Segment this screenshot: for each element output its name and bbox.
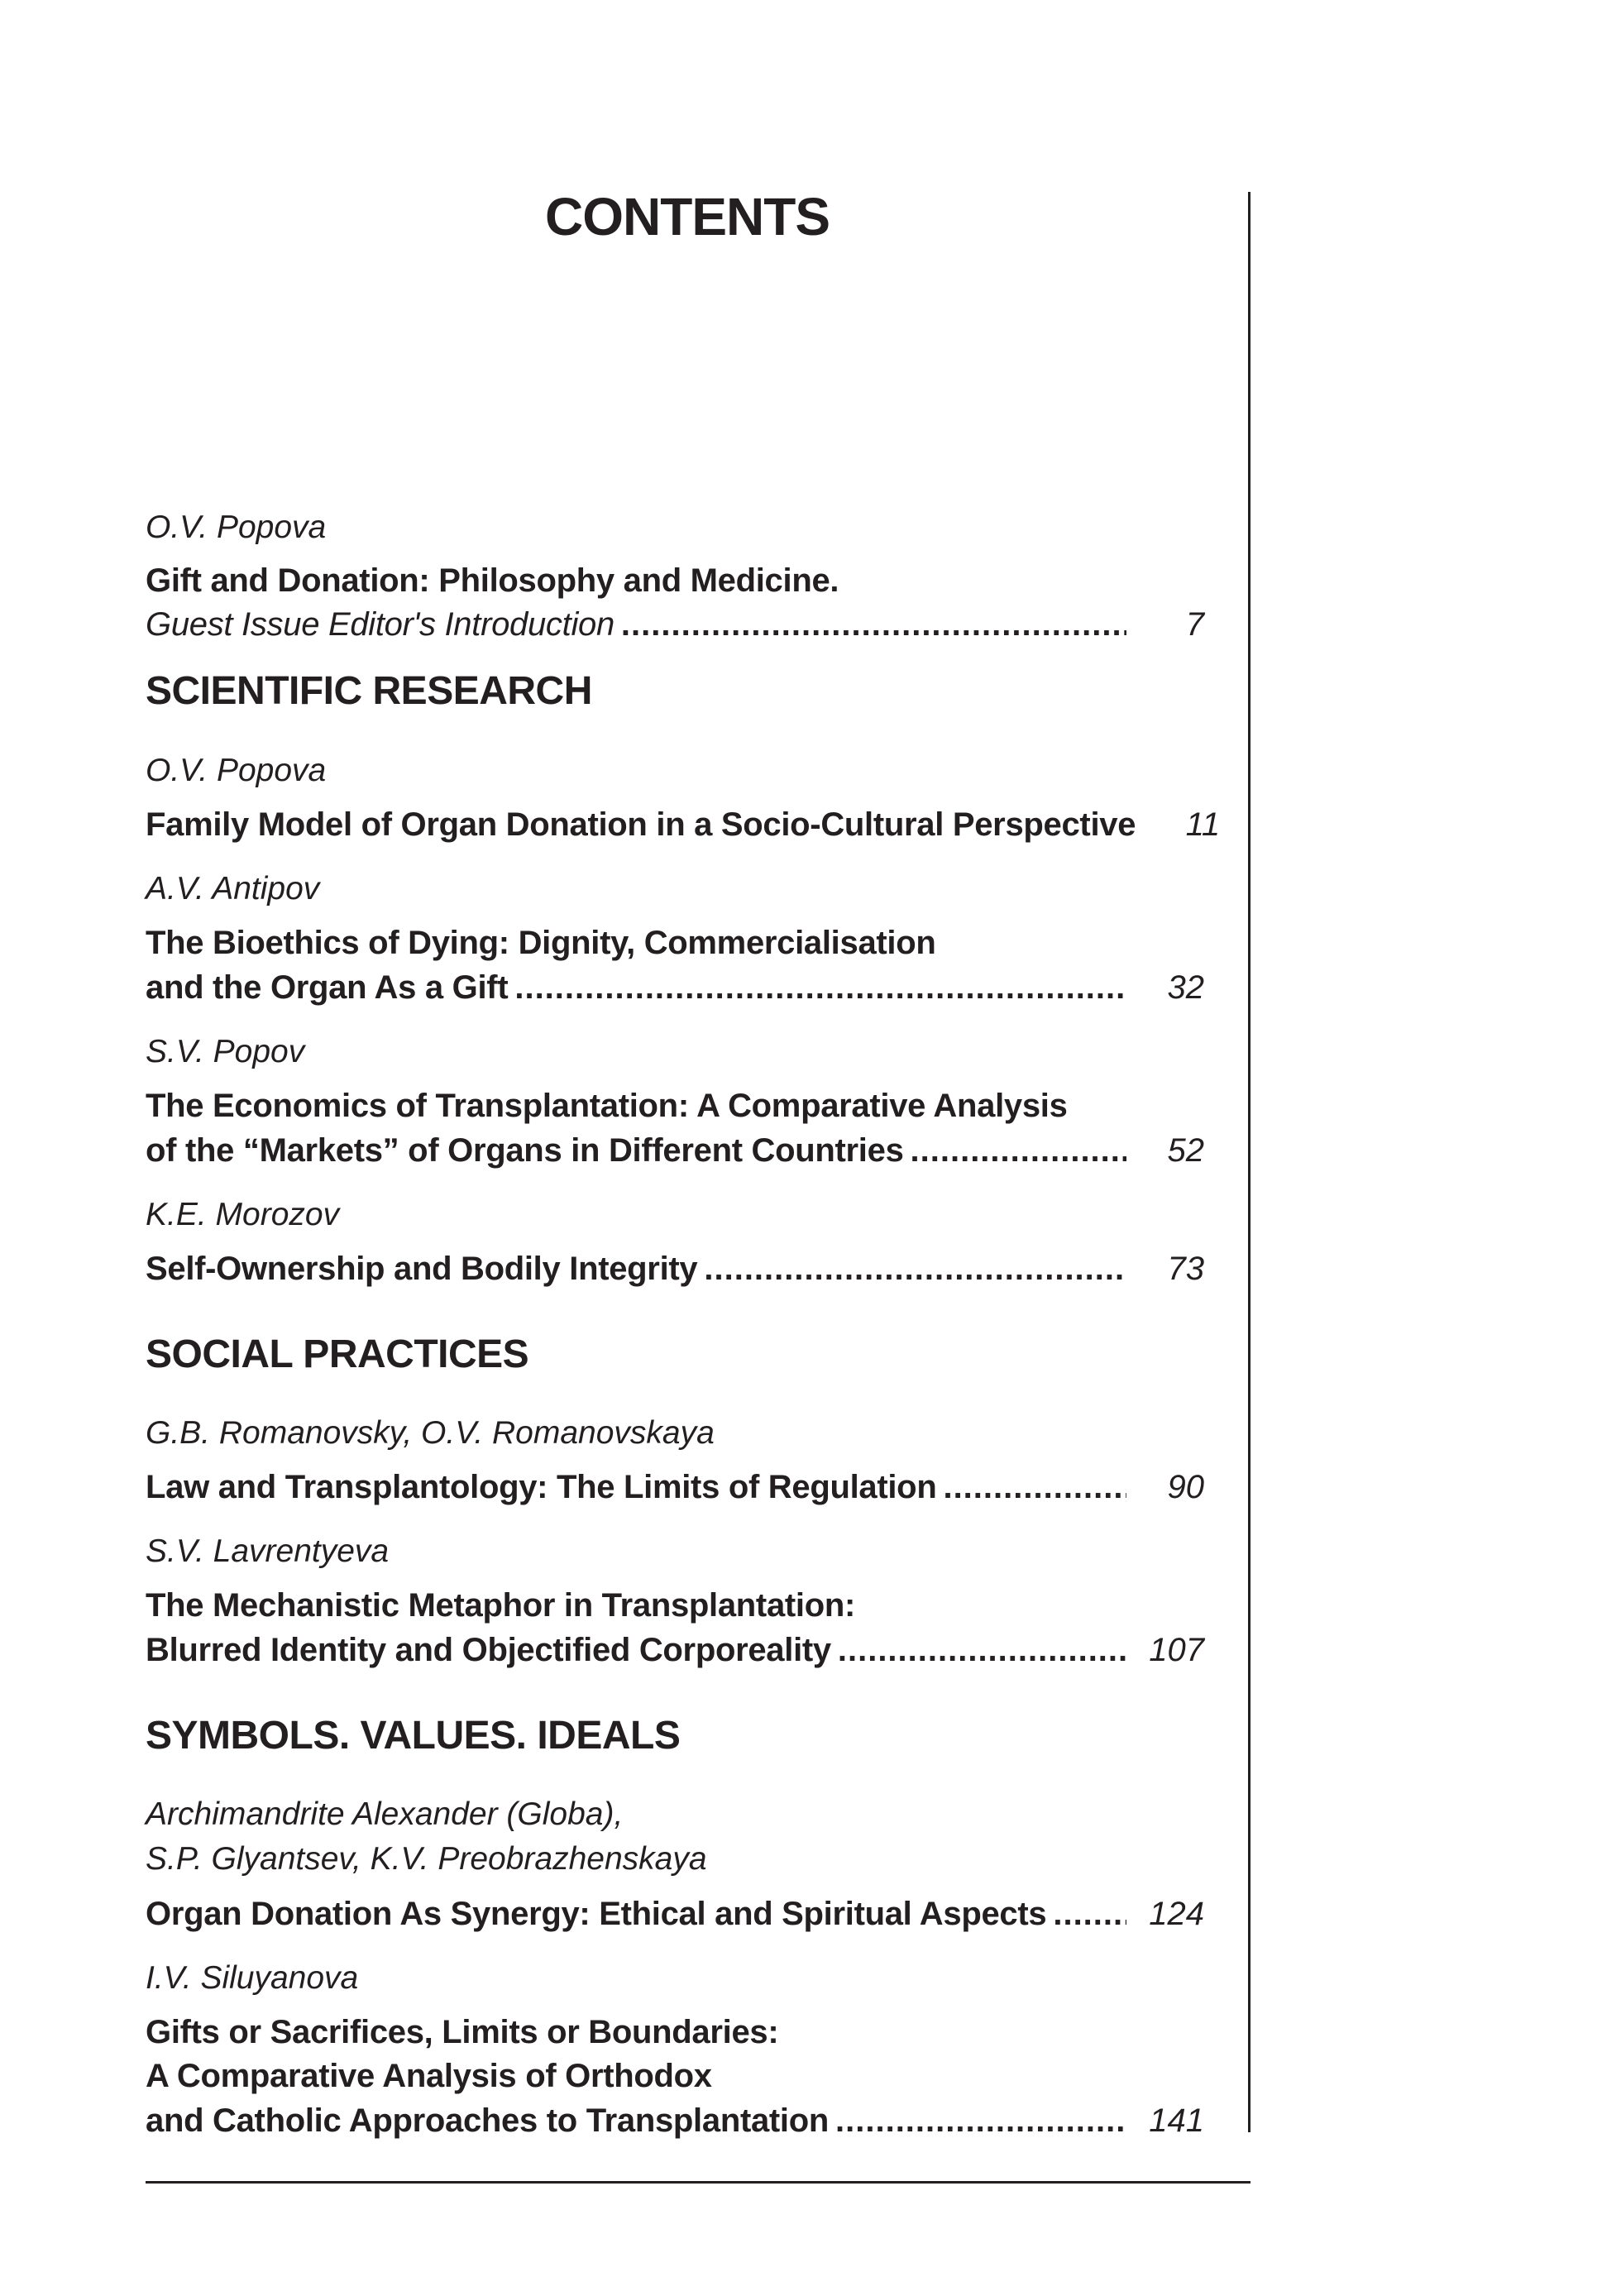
dot-leader [1053, 1896, 1126, 1933]
entry-title-line [146, 1632, 1204, 1669]
entry-author: S.P. Glyantsev, K.V. Preobrazhenskaya [146, 1841, 707, 1877]
entry-title-line [146, 1251, 1204, 1288]
dot-leader [943, 1469, 1126, 1506]
entry-title-text: The Bioethics of Dying: Dignity, Commercialisation [146, 925, 936, 961]
entry-title-text: Gifts or Sacrifices, Limits or Boundaries: [146, 2014, 779, 2050]
entry-title-text: Family Model of Organ Donation in a Socio-Cultural Perspective [146, 806, 1136, 843]
entry-author: A.V. Antipov [146, 871, 320, 906]
entry-author: Archimandrite Alexander (Globa), [146, 1796, 624, 1832]
entry-title-line [146, 806, 1221, 844]
entry-title-text: The Mechanistic Metaphor in Transplantation: [146, 1587, 856, 1624]
entry-title-text: Blurred Identity and Objectified Corporeality [146, 1632, 831, 1668]
entry-title-line [146, 1132, 1204, 1170]
page-number: 11 [1185, 806, 1221, 843]
dot-leader [835, 2102, 1126, 2140]
entry-title-line [146, 969, 1204, 1007]
entry-title-line [146, 2058, 1204, 2095]
entry-author: S.V. Lavrentyeva [146, 1533, 390, 1569]
entry-title-text: Gift and Donation: Philosophy and Medicine. [146, 562, 839, 599]
page-number: 73 [1167, 1251, 1204, 1287]
dot-leader [911, 1132, 1126, 1170]
entry-title-text: Law and Transplantology: The Limits of Regulation [146, 1469, 937, 1505]
entry-title-text: of the “Markets” of Organs in Different Countries [146, 1132, 904, 1169]
entry-title-text: A Comparative Analysis of Orthodox [146, 2058, 712, 2094]
section-heading: SYMBOLS. VALUES. IDEALS [146, 1714, 681, 1758]
entry-title-line [146, 562, 1204, 600]
entry-author: S.V. Popov [146, 1034, 305, 1069]
entry-title-line [146, 1088, 1204, 1125]
page-number: 7 [1185, 606, 1204, 643]
page-title: CONTENTS [545, 187, 830, 246]
entry-title-text: Guest Issue Editor's Introduction [146, 606, 614, 643]
vertical-rule [1248, 192, 1251, 2132]
page-number: 32 [1167, 969, 1204, 1006]
entry-title-line [146, 1587, 1204, 1624]
entry-title-line [146, 2102, 1204, 2140]
page-number: 124 [1149, 1896, 1204, 1932]
page-number: 141 [1149, 2102, 1204, 2139]
entry-title-text: and Catholic Approaches to Transplantation [146, 2102, 830, 2139]
entry-title-line [146, 2014, 1204, 2051]
section-heading: SCIENTIFIC RESEARCH [146, 669, 592, 713]
section-heading: SOCIAL PRACTICES [146, 1332, 529, 1376]
page-number: 52 [1167, 1132, 1204, 1169]
entry-title-text: Organ Donation As Synergy: Ethical and Spiritual Aspects [146, 1896, 1047, 1932]
dot-leader [621, 606, 1126, 643]
dot-leader [704, 1251, 1126, 1288]
page-number: 90 [1167, 1469, 1204, 1505]
entry-author: O.V. Popova [146, 509, 327, 545]
dot-leader [514, 969, 1126, 1007]
page-number: 107 [1149, 1632, 1204, 1668]
entry-title-line [146, 606, 1204, 643]
entry-title-text: and the Organ As a Gift [146, 969, 509, 1006]
bottom-rule [146, 2181, 1251, 2184]
entry-title-line [146, 925, 1204, 962]
entry-title-text: The Economics of Transplantation: A Comparative Analysis [146, 1088, 1068, 1124]
dot-leader [838, 1632, 1126, 1669]
entry-title-line [146, 1896, 1204, 1933]
entry-author: O.V. Popova [146, 753, 327, 788]
entry-author: K.E. Morozov [146, 1197, 340, 1232]
entry-author: G.B. Romanovsky, O.V. Romanovskaya [146, 1415, 715, 1451]
entry-author: I.V. Siluyanova [146, 1960, 359, 1996]
entry-title-line [146, 1469, 1204, 1506]
entry-title-text: Self-Ownership and Bodily Integrity [146, 1251, 698, 1287]
